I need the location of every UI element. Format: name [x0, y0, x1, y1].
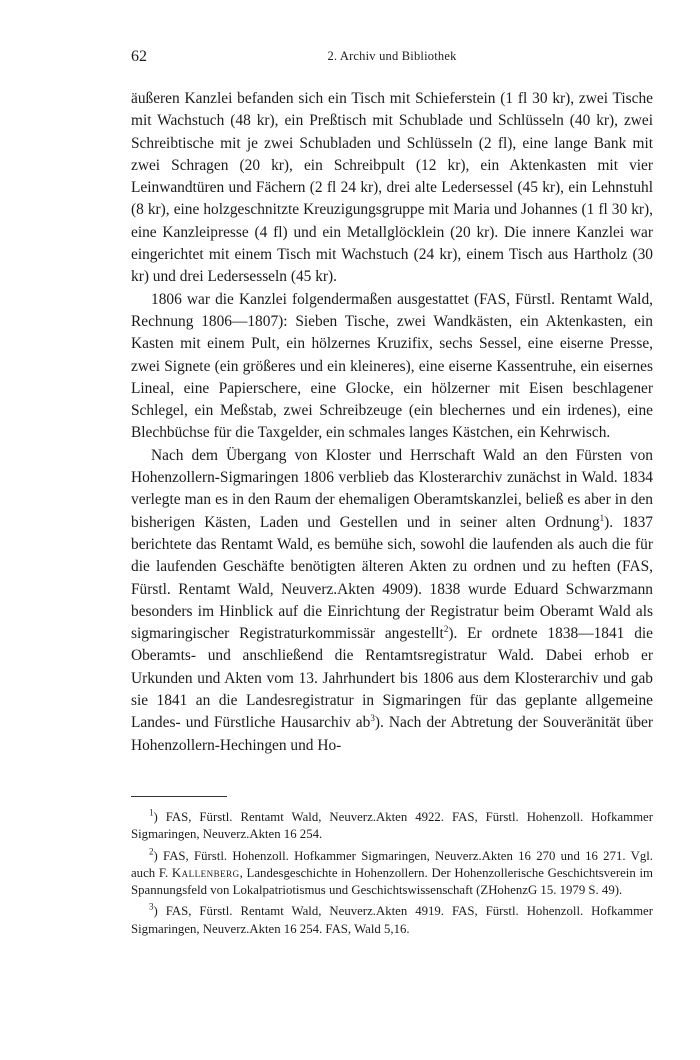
footnote-text: ) FAS, Fürstl. Rentamt Wald, Neuverz.Akten 4922. FAS, Fürstl. Hohenzoll. Hofkammer Sigmaringen, Neuverz.Akten 16 254. [131, 810, 653, 842]
paragraph-3-text-3: ). Er ordnete 1838—1841 die Oberamts- und anschließend die Rentamtsregistratur Wald. Dabei erhob er Urkunden und Akten vom 13. Jahrhundert bis 1806 aus dem Klosterarchiv und gab sie 1841 an die Landesregistratur in Sigmaringen für das geplante allgemeine Landes- und Fürstliche Hausarchiv ab [131, 625, 653, 732]
page-header [131, 48, 653, 70]
footnote-ref-3: 3 [370, 713, 375, 724]
footnote-ref-2: 2 [443, 624, 449, 634]
author-name: Kallenberg [171, 865, 240, 880]
paragraph-3-text-1: Nach dem Übergang von Kloster und Herrschaft Wald an den Fürsten von Hohenzollern-Sigmaringen 1806 verblieb das Klosterarchiv zunächst in Wald. 1834 verlegte man es in den Raum der ehemaligen Oberamtskanzlei, beließ es aber in den bisherigen Kästen, Laden und Gestellen und in seiner alten Ordnung [131, 446, 653, 531]
page-number: 62 [131, 48, 147, 65]
body-text [131, 88, 653, 757]
footnote-mark: 3 [149, 902, 154, 913]
running-head: 2. Archiv und Bibliothek [327, 49, 457, 63]
footnote-mark: 2 [149, 846, 154, 857]
paragraph-2: 1806 war die Kanzlei folgendermaßen ausgestattet (FAS, Fürstl. Rentamt Wald, Rechnung 1806—1807): Sieben Tische, zwei Wandkästen, ein Aktenkasten, ein Kasten mit einem Pult, ein hölzernes Kruzifix, sechs Sessel, eine eiserne Presse, zwei Signete (ein größeres und ein kleineres), eine eiserne Kassentruhe, ein eisernes Lineal, eine Papierschere, eine Glocke, ein hölzerner mit Eisen beschlagener Schlegel, ein Meßstab, zwei Schreibzeuge (ein blechernes und ein irdenes), eine Blechbüchse für die Taxgelder, ein schmales langes Kästchen, ein Kehrwisch. [131, 290, 653, 442]
footnote-3 [131, 903, 653, 938]
footnote-2 [131, 848, 653, 900]
paragraph-3-text-4: ). Nach der Abtretung der Souveränität über Hohenzollern-Hechingen und Ho- [131, 714, 653, 754]
footnote-text-cont: , Landesgeschichte in Hohenzollern. Der Hohenzollerische Geschichtsverein im Spannungsfeld von Lokalpatriotismus und Geschichtswissenschaft (ZHohenzG 15. 1979 S. 49). [131, 865, 653, 898]
paragraph-1: äußeren Kanzlei befanden sich ein Tisch mit Schieferstein (1 fl 30 kr), zwei Tische mit Wachstuch (48 kr), ein Preßtisch mit Schublade und Schlüsseln (40 kr), zwei Schreibtische mit je zwei Schubladen und Schlüsseln (2 fl), eine lange Bank mit zwei Schragen (20 kr), ein Schreibpult (12 kr), ein Aktenkasten mit vier Leinwandtüren und Fächern (2 fl 24 kr), drei alte Ledersessel (45 kr), ein Lehnstuhl (8 kr), eine holzgeschnitzte Kreuzigungsgruppe mit Maria und Johannes (1 fl 30 kr), eine Kanzleipresse (4 fl) und ein Metallglöcklein (20 kr). Die innere Kanzlei war eingerichtet mit einem Tisch mit Wachstuch (24 kr), einem Tisch aus Hartholz (30 kr) und drei Ledersesseln (45 kr). [131, 90, 653, 286]
footnote-mark: 1 [149, 807, 154, 818]
footnote-ref-1: 1 [599, 512, 605, 523]
footnote-1 [131, 809, 653, 844]
footnote-text: ) FAS, Fürstl. Hohenzoll. Hofkammer Sigmaringen, Neuverz.Akten 16 270 und 16 271. Vgl. auch F. [131, 848, 653, 880]
paragraph-3 [131, 445, 653, 757]
footnote-text: ) FAS, Fürstl. Rentamt Wald, Neuverz.Akten 4919. FAS, Fürstl. Hohenzoll. Hofkammer Sigmaringen, Neuverz.Akten 16 254. FAS, Wald 5,16. [131, 904, 653, 936]
paragraph-3-text-2: ). 1837 berichtete das Rentamt Wald, es bemühe sich, sowohl die laufenden als auch die für die laufenden Geschäfte benötigten älteren Akten zu ordnen und zu heften (FAS, Fürstl. Rentamt Wald, Neuverz.Akten 4909). 1838 wurde Eduard Schwarzmann besonders im Hinblick auf die Einrichtung der Registratur beim Oberamt Wald als sigmaringischer Registraturkommissär angestellt [131, 513, 653, 643]
footnotes [131, 809, 653, 942]
footnote-divider [131, 796, 227, 797]
